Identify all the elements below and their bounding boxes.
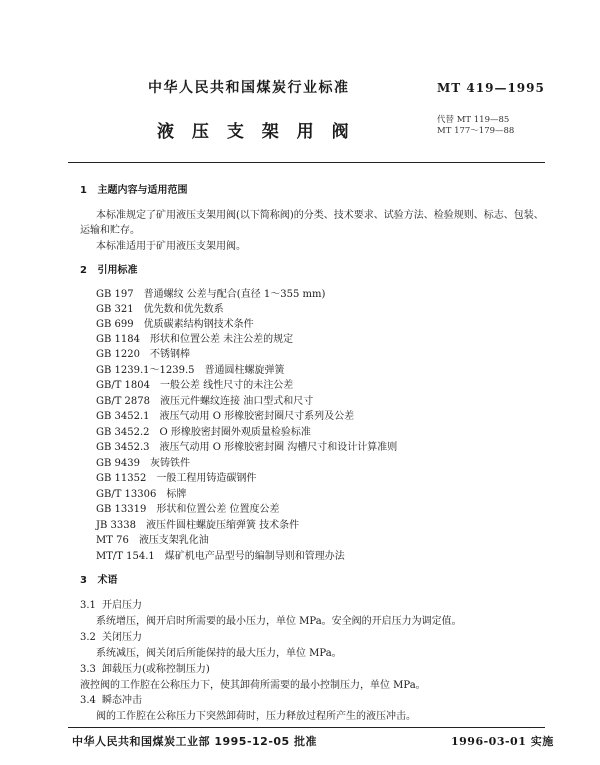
reference-title: 优先数和优先数系 (143, 304, 224, 315)
reference-code: GB 3452.3 (96, 442, 150, 453)
term-heading (80, 599, 142, 612)
reference-title: O 形橡胶密封圈外观质量检验标准 (159, 427, 311, 438)
reference-item (96, 534, 209, 547)
term-number: 3.4 (80, 695, 96, 706)
term-definition: 系统减压，阀关闭后所能保持的最大压力，单位 MPa。 (96, 648, 342, 659)
reference-code: GB 699 (96, 319, 134, 330)
reference-item (96, 550, 345, 563)
reference-title: 煤矿机电产品型号的编制导则和管理办法 (164, 551, 345, 562)
term-number: 3.1 (80, 600, 96, 611)
reference-title: 一般工程用铸造碳钢件 (156, 473, 257, 484)
reference-code: GB 9439 (96, 458, 140, 469)
reference-item (96, 348, 190, 361)
term-definition: 液控阀的工作腔在公称压力下，使其卸荷所需要的最小控制压力，单位 MPa。 (80, 680, 426, 691)
reference-item (96, 364, 285, 377)
reference-item (96, 472, 256, 485)
reference-title: 一般公差 线性尺寸的未注公差 (160, 380, 294, 391)
reference-title: 标牌 (166, 489, 187, 500)
header-divider (68, 162, 545, 163)
term-definition: 阀的工作腔在公称压力下突然卸荷时，压力释放过程所产生的液压冲击。 (96, 711, 416, 722)
term-name: 关闭压力 (102, 632, 142, 643)
reference-code: GB 1220 (96, 349, 140, 360)
reference-code: GB 1239.1～1239.5 (96, 365, 195, 376)
reference-item (96, 457, 190, 470)
section-heading-terms (80, 574, 117, 587)
reference-title: 普通圆柱螺旋弹簧 (204, 365, 285, 376)
term-number: 3.3 (80, 664, 96, 675)
reference-code: GB 197 (96, 289, 134, 300)
section-title: 主题内容与适用范围 (97, 185, 188, 196)
reference-item (96, 318, 254, 331)
reference-title: 优质碳素结构钢技术条件 (143, 319, 254, 330)
reference-title: 形状和位置公差 未注公差的规定 (149, 334, 294, 345)
approval-line: 中华人民共和国煤炭工业部 1995-12-05 批准 (72, 735, 318, 748)
issuing-body-title: 中华人民共和国煤炭行业标准 (148, 80, 350, 96)
term-name: 瞬态冲击 (102, 695, 142, 706)
reference-title: 不锈钢棒 (149, 349, 190, 360)
term-heading (80, 631, 142, 644)
reference-title: 液压支架乳化油 (138, 535, 209, 546)
section-title: 术语 (97, 575, 118, 586)
term-heading (80, 694, 142, 707)
reference-code: GB/T 13306 (96, 489, 157, 500)
section-number: 3 (80, 575, 87, 586)
replaces-line-1: 代替 MT 119—85 (437, 115, 510, 125)
term-number: 3.2 (80, 632, 96, 643)
footer-divider (68, 727, 545, 728)
reference-item (96, 395, 313, 408)
reference-item (96, 379, 293, 392)
reference-item (96, 303, 224, 316)
section-title: 引用标准 (97, 265, 138, 276)
reference-title: 液压气动用 O 形橡胶密封圈 沟槽尺寸和设计计算准则 (159, 442, 398, 453)
reference-item (96, 503, 280, 516)
reference-item (96, 519, 299, 532)
reference-title: 液压气动用 O 形橡胶密封圈尺寸系列及公差 (159, 411, 355, 422)
reference-title: 普通螺纹 公差与配合(直径 1～355 mm) (143, 289, 326, 300)
section-number: 1 (80, 185, 87, 196)
reference-code: GB/T 1804 (96, 380, 151, 391)
reference-code: GB 321 (96, 304, 134, 315)
reference-code: MT 76 (96, 535, 129, 546)
term-name: 卸载压力(或称控制压力) (102, 664, 210, 675)
reference-code: MT/T 154.1 (96, 551, 155, 562)
reference-item (96, 333, 293, 346)
replaces-line-2: MT 177～179—88 (437, 126, 515, 136)
reference-title: 灰铸铁件 (149, 458, 190, 469)
reference-code: JB 3338 (96, 520, 136, 531)
section-heading-references (80, 264, 137, 277)
reference-code: GB 3452.2 (96, 427, 150, 438)
reference-item (96, 488, 186, 501)
effective-date: 1996-03-01 实施 (451, 735, 554, 748)
section-heading-scope (80, 184, 187, 197)
reference-code: GB 1184 (96, 334, 140, 345)
section-number: 2 (80, 265, 87, 276)
reference-code: GB 3452.1 (96, 411, 150, 422)
reference-code: GB 11352 (96, 473, 147, 484)
document-title: 液 压 支 架 用 阀 (157, 122, 355, 142)
standard-number: MT 419—1995 (437, 81, 545, 95)
term-definition: 系统增压，阀开启时所需要的最小压力，单位 MPa。安全阀的开启压力为调定值。 (96, 616, 462, 627)
reference-item (96, 426, 311, 439)
term-name: 开启压力 (102, 600, 142, 611)
reference-title: 形状和位置公差 位置度公差 (156, 504, 280, 515)
reference-item (96, 288, 325, 301)
scope-paragraph: 本标准适用于矿用液压支架用阀。 (96, 241, 246, 252)
scope-paragraph-line: 本标准规定了矿用液压支架用阀(以下简称阀)的分类、技术要求、试验方法、检验规则、标志、包装、 (96, 210, 544, 221)
reference-item (96, 441, 397, 454)
reference-item (96, 410, 354, 423)
reference-title: 液压元件螺纹连接 油口型式和尺寸 (160, 396, 314, 407)
reference-code: GB/T 2878 (96, 396, 151, 407)
reference-code: GB 13319 (96, 504, 147, 515)
term-heading (80, 663, 210, 676)
reference-title: 液压件圆柱螺旋压缩弹簧 技术条件 (146, 520, 300, 531)
scope-paragraph-line: 运输和贮存。 (80, 225, 140, 236)
